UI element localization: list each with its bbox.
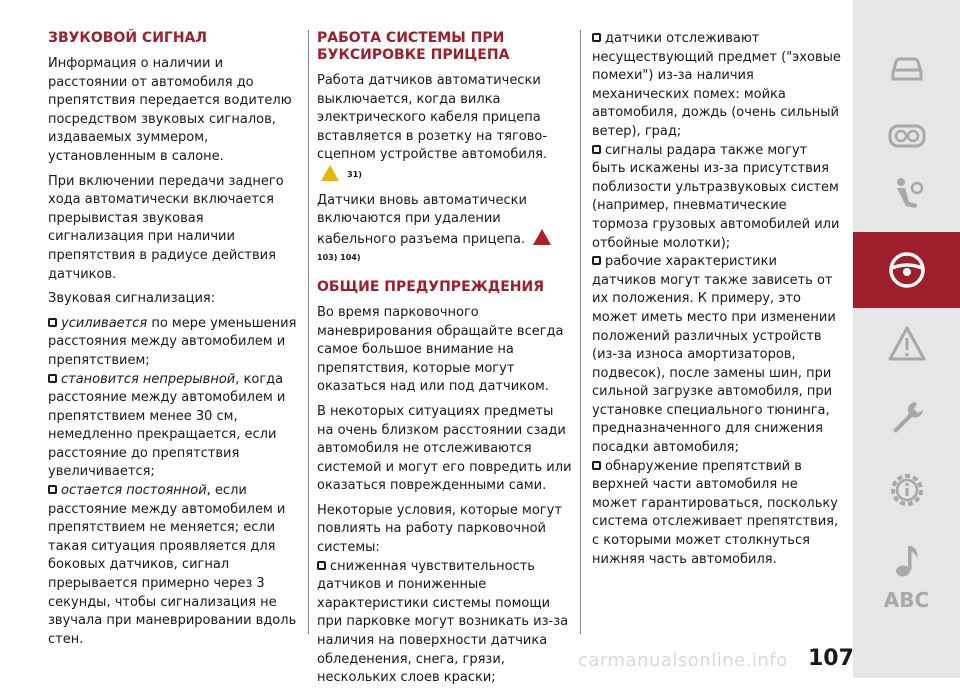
section-heading-general-warnings: ОБЩИЕ ПРЕДУПРЕЖДЕНИЯ [317, 278, 545, 295]
paragraph: При включении передачи заднего хода автоматически включается прерывистая звуковая сигнализация при наличии препятствия в радиусе действия датчиков. [48, 173, 284, 282]
paragraph-text: Датчики вновь автоматически включаются при удалении кабельного разъема прицепа. [317, 192, 527, 247]
section-heading-sound-signal: ЗВУКОВОЙ СИГНАЛ [48, 30, 208, 46]
paragraph [317, 72, 573, 186]
paragraph-text: Работа датчиков автоматически выключается, когда вилка электрического кабеля прицепа вставляется в розетку на тягово-сцепном устройстве автомобиля. [317, 73, 548, 163]
item-text: , когда расстояние между автомобилем и препятствием менее 30 см, немедленно прекращается, если расстояние до препятствия увеличивается; [48, 371, 286, 480]
section-heading-trailer: РАБОТА СИСТЕМЫ ПРИ БУКСИРОВКЕ ПРИЦЕПА [317, 30, 510, 63]
column-3 [592, 30, 844, 569]
bullet-icon [592, 461, 601, 470]
chapter-sidebar [853, 0, 960, 678]
bullet-icon [592, 33, 601, 42]
bullet-icon [592, 145, 601, 154]
column-2 [317, 30, 573, 688]
column-divider [580, 30, 581, 634]
warning-triangle-icon [887, 324, 927, 364]
item-emphasis: остается постоянной [61, 483, 207, 499]
list-item [48, 371, 300, 483]
item-text: обнаружение препятствий в верхней части автомобиля не может гарантироваться, поскольку система отслеживает препятствия, с которыми может столкнуться нижняя часть автомобиля. [592, 458, 839, 567]
list-item [48, 315, 300, 371]
reference-note: 31) [347, 169, 362, 179]
item-text: по мере уменьшения расстояния между автомобилем и препятствием; [48, 315, 297, 368]
bullet-icon [592, 256, 601, 265]
item-emphasis: усиливается [61, 315, 148, 331]
sidebar-item-maintenance[interactable] [853, 380, 960, 456]
abc-label: ABC [883, 588, 930, 612]
paragraph: Звуковая сигнализация: [48, 291, 216, 307]
reference-note: 103) 104) [317, 253, 361, 263]
sidebar-item-driving[interactable] [853, 232, 960, 308]
page-number: 107 [808, 646, 854, 671]
wrench-icon [887, 398, 927, 438]
item-text: датчики отслеживают несуществующий предмет ("эховые помехи") из-за наличия механических помех: мойка автомобиля, дождь (очень сильный ветер), град; [592, 31, 841, 139]
paragraph: Информация о наличии и расстоянии от автомобиля до препятствия передается водителю посредством звуковых сигналов, издаваемых зуммером, установленным в салоне. [48, 56, 292, 164]
car-icon [887, 48, 927, 88]
sidebar-item-vehicle[interactable] [853, 30, 960, 106]
paragraph [317, 192, 573, 269]
gear-info-icon [887, 470, 927, 510]
list-item [592, 142, 844, 254]
sidebar-item-technical-data[interactable] [853, 452, 960, 528]
steering-wheel-icon [887, 250, 927, 290]
item-text: рабочие характеристики датчиков могут также зависеть от их положения. К примеру, это может иметь место при изменении положений различных устройств (из-за износа амортизаторов, подвесок), после замены шин, при сильной загрузке автомобиля, при установке специального тюнинга, предназначенного для снижения посадки автомобиля; [592, 254, 836, 456]
column-1 [48, 30, 300, 649]
paragraph: Во время парковочного маневрирования обращайте всегда самое большое внимание на препятствия, которые могут оказаться над или под датчиком. [317, 304, 564, 395]
bullet-icon [48, 318, 57, 327]
bullet-icon [317, 561, 326, 570]
gauges-icon [887, 116, 927, 156]
seat-airbag-icon [887, 174, 927, 214]
warning-icon [533, 229, 551, 245]
warning-icon [321, 165, 339, 181]
list-item [48, 482, 300, 649]
item-text: сниженная чувствительность датчиков и пониженные характеристики системы помощи при парковке могут возникать из-за наличия на поверхности датчика обледенения, снега, грязи, нескольких слоев краски; [317, 558, 569, 686]
list-item [592, 253, 844, 458]
sidebar-item-emergency[interactable] [853, 306, 960, 382]
item-text: , если расстояние между автомобилем и препятствием не меняется; если такая ситуация проявляется для боковых датчиков, сигнал прерывается примерно через 3 секунды, чтобы сигнализация не звучала при маневрировании вдоль стен. [48, 483, 297, 647]
item-emphasis: становится непрерывной [61, 371, 236, 387]
bullet-icon [48, 485, 57, 494]
sidebar-item-index[interactable] [853, 562, 960, 638]
sidebar-item-safety[interactable] [853, 156, 960, 232]
watermark: carmanualsonline.info [578, 650, 788, 671]
item-text: сигналы радара также могут быть искажены из-за присутствия поблизости ультразвуковых систем (например, пневматические тормоза грузовых автомобилей или отбойные молотки); [592, 142, 840, 251]
paragraph: В некоторых ситуациях предметы на очень близком расстоянии сзади автомобиля не отслеживаются системой и могут его повредить или оказаться поврежденными сами. [317, 403, 572, 494]
column-divider [308, 30, 309, 634]
list-item [317, 558, 573, 688]
list-item [592, 458, 844, 570]
paragraph: Некоторые условия, которые могут повлиять на работу парковочной системы: [317, 502, 562, 556]
bullet-icon [48, 374, 57, 383]
list-item [592, 30, 844, 142]
